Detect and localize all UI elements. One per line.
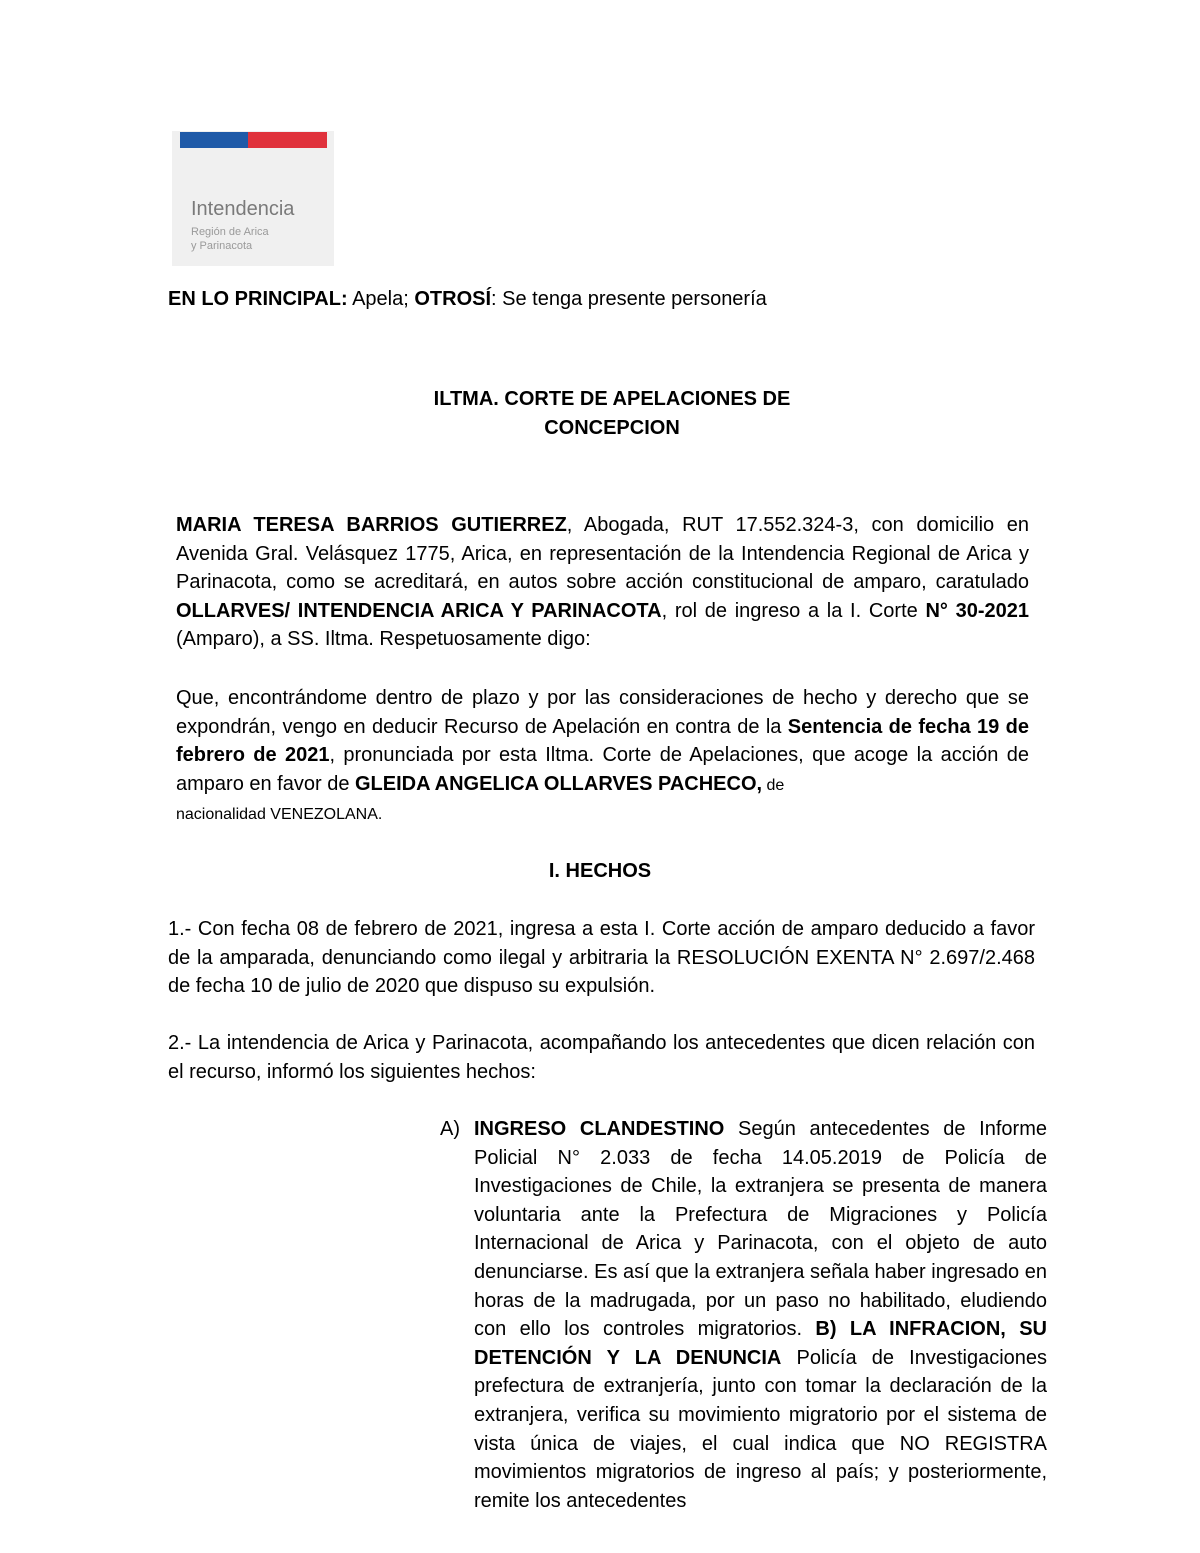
sentence-reference: Sentencia de fecha 19 de febrero de 2021 bbox=[176, 715, 1029, 767]
flag-blue-bar bbox=[180, 132, 248, 148]
court-heading-line1: ILTMA. CORTE DE APELACIONES DE bbox=[433, 388, 791, 410]
flag-red-bar bbox=[248, 132, 327, 148]
sumilla-principal-text: Apela; bbox=[347, 288, 415, 310]
appeal-nationality: nacionalidad VENEZOLANA. bbox=[176, 806, 383, 823]
logo-subtitle: Región de Arica y Parinacota bbox=[191, 226, 269, 252]
item-a-title: INGRESO CLANDESTINO bbox=[474, 1118, 725, 1140]
court-heading-line2: CONCEPCION bbox=[544, 416, 680, 439]
section-title-hechos: I. HECHOS bbox=[548, 860, 652, 882]
case-rol: N° 30-2021 bbox=[925, 599, 1029, 622]
item-b-marker: B) bbox=[815, 1318, 837, 1341]
intendencia-logo bbox=[172, 131, 334, 266]
sumilla-otrosi-text: : Se tenga presente personería bbox=[491, 288, 767, 310]
intro-paragraph: MARIA TERESA BARRIOS GUTIERREZ, Abogada, RUT 17.552.324-3, con domicilio en Avenida Gral. Velásquez 1775, Arica, en representación de la Intendencia Regional de Arica y Parinacota, como se acreditará, en autos sobre acción constitucional de amparo, caratulado OLLARVES/ INTENDENCIA ARICA Y PARINACOTA, rol de ingreso a la I. Corte N° 30-2021 (Amparo), a SS. Iltma. Respetuosamente digo: bbox=[176, 514, 1030, 651]
fact-paragraph-2: 2.- La intendencia de Arica y Parinacota, acompañando los antecedentes que dicen relación con el recurso, informó los siguientes hechos: bbox=[168, 1032, 1035, 1083]
fact-paragraph-1: 1.- Con fecha 08 de febrero de 2021, ingresa a esta I. Corte acción de amparo deducido a favor de la amparada, denunciando como ilegal y arbitraria la RESOLUCIÓN EXENTA N° 2.697/2.468 de fecha 10 de julio de 2020 que dispuso su expulsión. bbox=[168, 918, 1035, 998]
sumilla bbox=[168, 285, 1068, 314]
case-title: OLLARVES/ INTENDENCIA ARICA Y PARINACOTA bbox=[176, 599, 662, 622]
court-heading bbox=[312, 385, 912, 442]
logo-title: Intendencia bbox=[191, 198, 295, 220]
list-item-a: INGRESO CLANDESTINO Según antecedentes de Informe Policial N° 2.033 de fecha 14.05.2019 de Policía de Investigaciones de Chile, la extranjera se presenta de manera voluntaria ante la Prefectura de Migraciones y Policía Internacional de Arica y Parinacota, con el objeto de auto denunciarse. Es así que la extranjera señala haber ingresado en horas de la madrugada, por un paso no habilitado, eludiendo con ello los controles migratorios. B) LA INFRACION, SU DETENCIÓN Y LA DENUNCIA Policía de Investigaciones prefectura de extranjería, junto con tomar la declaración de la extranjera, verifica su movimiento migratorio por el sistema de vista única de viajes, el cual indica que NO REGISTRA movimientos migratorios de ingreso al país; y posteriormente, remite los antecedentes bbox=[474, 1118, 1048, 1512]
sumilla-principal-label: EN LO PRINCIPAL: bbox=[168, 288, 348, 310]
sumilla-otrosi-label: OTROSÍ bbox=[414, 288, 492, 310]
beneficiary-name: GLEIDA ANGELICA OLLARVES PACHECO, bbox=[355, 772, 763, 795]
lawyer-name: MARIA TERESA BARRIOS GUTIERREZ bbox=[176, 514, 567, 536]
list-marker-a: A) bbox=[440, 1118, 460, 1140]
appeal-paragraph: Que, encontrándome dentro de plazo y por las consideraciones de hecho y derecho que se expondrán, vengo en deducir Recurso de Apelación en contra de la Sentencia de fecha 19 de febrero de 2021, pronunciada por esta Iltma. Corte de Apelaciones, que acoge la acción de amparo en favor de GLEIDA ANGELICA OLLARVES PACHECO, de bbox=[176, 687, 1029, 795]
item-b-title: LA INFRACION, SU DETENCIÓN Y LA DENUNCIA bbox=[474, 1318, 1047, 1369]
